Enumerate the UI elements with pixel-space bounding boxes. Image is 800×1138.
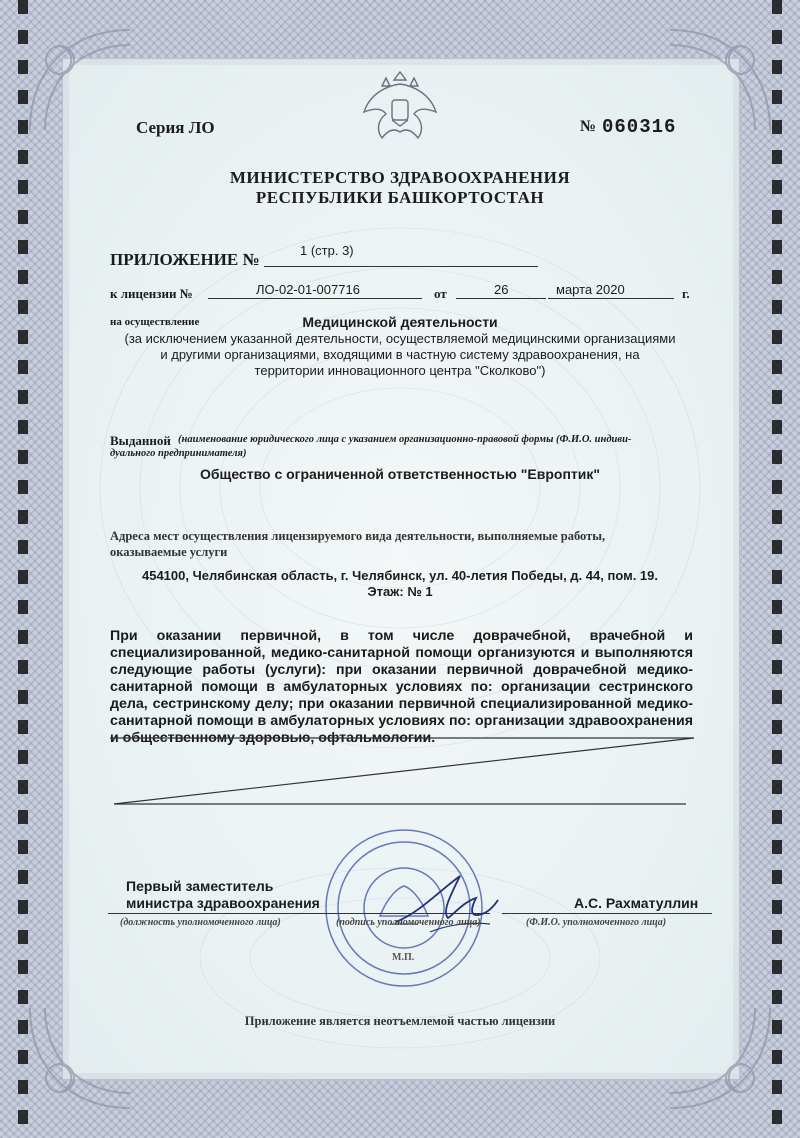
ministry-title-line2: РЕСПУБЛИКИ БАШКОРТОСТАН <box>255 188 545 207</box>
license-prefix: к лицензии № <box>110 286 193 301</box>
activity-note-line3: территории инновационного центра "Сколково") <box>254 363 546 378</box>
blank-space-strikeout <box>100 732 700 812</box>
name-caption: (Ф.И.О. уполномоченного лица) <box>526 917 667 928</box>
activity-note-line2: и другими организациями, входящими в частную систему здравоохранения, на <box>160 347 640 362</box>
position-underline <box>108 913 334 914</box>
scan-edge-artifact <box>772 0 782 1138</box>
number-label: № <box>580 118 597 135</box>
scan-edge-artifact <box>18 0 28 1138</box>
signature-icon <box>390 862 500 952</box>
name-underline <box>502 913 712 914</box>
activity-label: на осуществление <box>110 316 200 328</box>
license-number-underline <box>208 298 422 299</box>
signer-position-line2: министра здравоохранения <box>126 895 320 911</box>
issued-note-line1: (наименование юридического лица с указанием организационно-правовой формы (Ф.И.О. индиви- <box>178 434 632 445</box>
signer-name: А.С. Рахматуллин <box>574 895 699 911</box>
address-line2: Этаж: № 1 <box>367 584 433 599</box>
signature-underline <box>330 913 490 914</box>
appendix-number: 1 (стр. 3) <box>300 243 354 258</box>
activity-note-line1: (за исключением указанной деятельности, осуществляемой медицинскими организациями <box>124 331 676 346</box>
corner-ornament-icon <box>20 20 140 140</box>
seal-place-label: М.П. <box>392 952 415 963</box>
services-description: При оказании первичной, в том числе доврачебной, врачебной и специализированной, медико-санитарной помощи организуются и выполняются следующие работы (услуги): при оказании первичной доврачебной медико-санитарной помощи в амбулаторных условиях по: организации сестринского дела, сестринскому делу; при оказании первичной специализированной медико-санитарной помощи в амбулаторных условиях по: организации здравоохранения и общественному здоровью, офтальмологии. <box>110 628 693 746</box>
position-caption: (должность уполномоченного лица) <box>120 917 281 928</box>
appendix-underline <box>264 266 538 267</box>
license-day: 26 <box>494 282 509 297</box>
issued-label: Выданной <box>110 433 171 448</box>
activity-title: Медицинской деятельности <box>302 314 498 330</box>
year-suffix: г. <box>682 286 690 301</box>
coat-of-arms-icon <box>356 64 444 148</box>
license-date-underline <box>548 298 674 299</box>
signature-caption: (подпись уполномоченного лица) <box>336 917 481 928</box>
corner-ornament-icon <box>660 20 780 140</box>
address-label-line1: Адреса мест осуществления лицензируемого вида деятельности, выполняемые работы, <box>110 529 606 543</box>
appendix-label: ПРИЛОЖЕНИЕ № <box>110 250 260 269</box>
address-label-line2: оказываемые услуги <box>110 545 228 559</box>
form-number: 060316 <box>602 116 677 138</box>
license-month-year: марта 2020 <box>556 282 625 297</box>
license-day-underline <box>456 298 546 299</box>
license-number: ЛО-02-01-007716 <box>256 282 360 297</box>
footer-note: Приложение является неотъемлемой частью лицензии <box>244 1014 556 1028</box>
series-label: Серия ЛО <box>136 118 215 137</box>
signer-position-line1: Первый заместитель <box>126 878 274 894</box>
address-line1: 454100, Челябинская область, г. Челябинск, ул. 40-летия Победы, д. 44, пом. 19. <box>141 568 659 583</box>
from-label: от <box>434 286 447 301</box>
issued-note-line2: дуального предпринимателя) <box>110 448 247 459</box>
organization-name: Общество с ограниченной ответственностью "Европтик" <box>199 466 601 482</box>
ministry-title-line1: МИНИСТЕРСТВО ЗДРАВООХРАНЕНИЯ <box>229 168 571 187</box>
